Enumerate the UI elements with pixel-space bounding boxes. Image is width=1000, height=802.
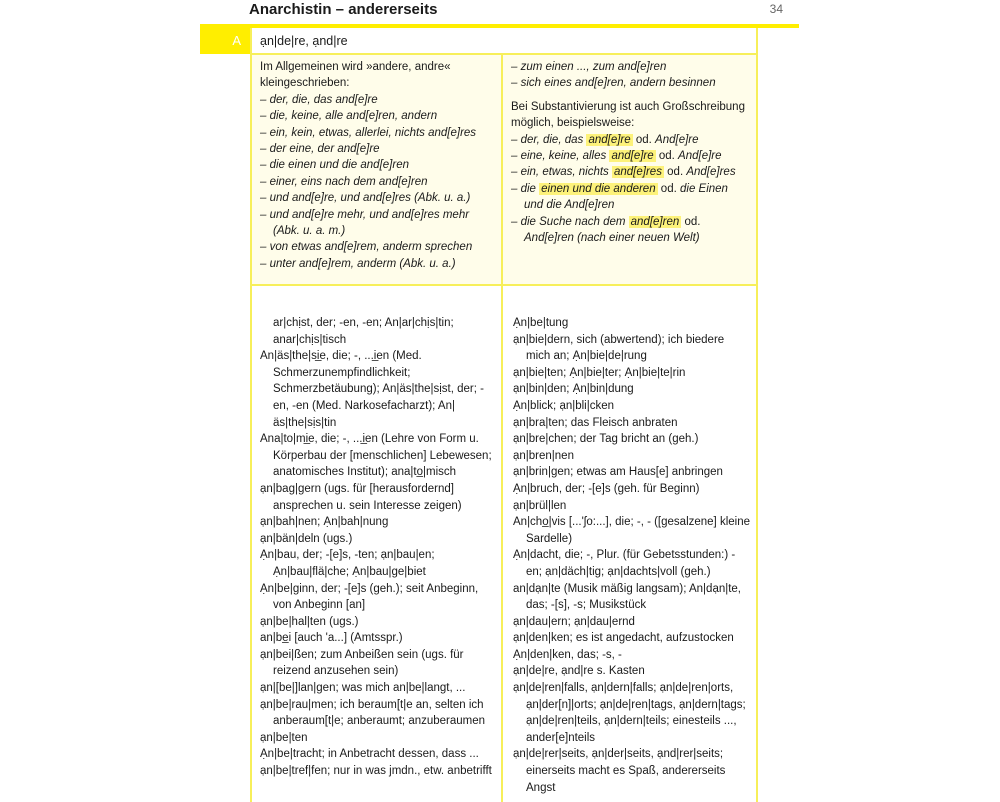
item-prefix: – der, die, das [511,133,587,146]
item-or: od. [663,166,687,179]
page-number: 34 [769,2,783,16]
usage-item: – der, die, das and[e]re [260,93,378,106]
capitalization-item [511,148,748,164]
dictionary-entry: Ana|to|mi̲e, die; -, ...i̲en (Lehre von Form u. Körperbau der [menschlichen] Lebewesen; anatomisches Institut); ana|to̲|misch [260,433,492,479]
page-header [249,0,789,22]
capitalization-item [511,164,748,180]
dictionary-entry: ạn|de|rer|seits, ạn|der|seits, ạnd|rer|seits; einerseits macht es Spaß, andererseits Angst [513,748,726,794]
capitalization-item [511,181,748,214]
dictionary-entry: ạn|bei|ßen; zum Anbeißen sein (ugs. für reizend anzusehen sein) [260,648,464,678]
usage-item: – die einen und die and[e]ren [260,159,409,172]
item-or: od. [657,182,680,195]
info-box-note: Bei Substantivierung ist auch Großschreibung möglich, beispielsweise: [511,100,745,130]
dictionary-entry: An|cho̲|vis [...'ʃo:...], die; -, - ([gesalzene] kleine Sardelle) [513,516,750,545]
item-prefix: – ein, etwas, nichts [511,166,612,179]
dictionary-entry: ạn|brül|len [513,499,567,512]
highlighted-term: and[e]ren [630,215,680,228]
dictionary-entry: ạn|brin|gen; etwas am Haus[e] anbringen [513,466,723,479]
dictionary-entry: Ạn|dacht, die; -, Plur. (für Gebetsstunden:) -en; ạn|däch|tig; ạn|dachts|voll (geh.) [513,549,736,578]
usage-item: – ein, kein, etwas, allerlei, nichts and[e]res [260,126,477,139]
item-alternative: And[e]res [686,166,736,179]
dictionary-entry: ạn|bie|ten; Ạn|bie|ter; Ạn|bie|te|rin [513,366,686,379]
highlighted-term: and[e]res [614,166,662,179]
dictionary-entry: Ạn|be|ginn, der; -[e]s (geh.); seit Anbeginn, von Anbeginn [an] [260,582,479,612]
usage-item: – der eine, der and[e]re [260,143,380,156]
dictionary-entry: ạn|bän|deln (ugs.) [260,532,353,545]
dictionary-entry: ạn|bre|chen; der Tag bricht an (geh.) [513,433,699,446]
dictionary-entry: ạn|bag|gern (ugs. für [herausfordernd] ansprechen u. sein Interesse zeigen) [260,482,462,512]
dictionary-entry: an|be̲i [auch 'a...] (Amtsspr.) [260,632,403,645]
dictionary-entry: Ạn|blick; ạn|bli|cken [513,399,615,412]
dictionary-entry: ạn|bah|nen; Ạn|bah|nung [260,516,389,529]
dictionary-entry: ạn|den|ken; es ist angedacht, aufzustocken [513,632,734,645]
item-alternative: And[e]ren (nach einer neuen Welt) [524,232,700,245]
dictionary-entry: ạn|be|tref|fen; nur in was jmdn., etw. anbetrifft [260,765,492,778]
item-alternative: And[e]re [655,133,699,146]
usage-item: – zum einen ..., zum and[e]ren [511,61,667,73]
dictionary-entry: ạn|be|ten [260,731,308,744]
usage-item: – die, keine, alle and[e]ren, andern [260,110,438,123]
usage-item: – unter and[e]rem, anderm (Abk. u. a.) [260,257,456,270]
page-title: Anarchistin – andererseits [249,1,438,18]
dictionary-entry: ạn|de|ren|falls, ạn|dern|falls; ạn|de|ren|orts, ạn|der[n]|orts; ạn|de|ren|tags, ạn|dern|tags; ạn|de|ren|teils, ạn|dern|teils; einesteils ..., ander[e]nteils [513,682,746,744]
usage-item: – und and[e]re, und and[e]res (Abk. u. a.) [260,192,471,205]
info-box-intro: Im Allgemeinen wird »andere, andre« kleingeschrieben: [260,61,451,90]
dictionary-entry: ạn|bren|nen [513,449,574,462]
info-box-body [252,55,756,284]
capitalization-item [511,132,748,148]
dictionary-entry: ạn|bie|dern, sich (abwertend); ich biedere mich an; Ạn|bie|de|rung [513,333,725,363]
dictionary-entries [250,284,758,802]
dictionary-entry: ar|chịst, der; -en, -en; An|ar|chịs|tin; anar|chịs|tisch [273,317,454,346]
dictionary-entry: an|dạn|te (Musik mäßig langsam); An|dạn|te, das; -[s], -s; Musikstück [513,582,742,612]
item-prefix: – die [511,182,540,195]
info-box [250,28,758,286]
info-box-headword: ạn|de|re, ạnd|re [252,28,756,55]
highlighted-term: and[e]re [588,133,631,146]
dictionary-entry: ạn|bin|den; Ạn|bin|dung [513,383,634,396]
letter-tab [200,28,250,54]
usage-item: – und and[e]re mehr, und and[e]res mehr (Abk. u. a. m.) [260,208,470,238]
dictionary-entry: ạn|dau|ern; ạn|dau|ernd [513,615,635,628]
dictionary-entry: ạn|be|hal|ten (ugs.) [260,615,359,628]
item-or: od. [655,150,679,163]
item-or: od. [681,215,701,228]
item-or: od. [632,133,656,146]
dictionary-entry: Ạn|den|ken, das; -s, - [513,648,622,661]
entries-left-column [252,286,503,802]
entries-right-column [503,286,756,802]
item-prefix: – die Suche nach dem [511,215,629,228]
info-box-left-column [252,55,503,284]
dictionary-entry: ạn|de|re, ạnd|re s. Kasten [513,665,645,678]
dictionary-entry: Ạn|be|tracht; in Anbetracht dessen, dass ... [260,748,479,761]
usage-item: – sich eines and[e]ren, andern besinnen [511,77,716,90]
info-box-right-column [503,55,756,284]
item-alternative: die Einen und die And[e]ren [524,182,728,212]
item-alternative: And[e]re [678,150,722,163]
dictionary-entry: An|äs|the|si̲e, die; -, ...i̲en (Med. Schmerzunempfindlichkeit; Schmerzbetäubung); An|äs|the|sịst, der; -en, -en (Med. Narkosefacharzt); An|äs|the|sịs|tin [260,350,484,429]
dictionary-entry: ạn|[be|]lan|gen; was mich an|be|langt, ... [260,682,466,695]
dictionary-entry: ạn|bra|ten; das Fleisch anbraten [513,416,678,429]
capitalization-item [511,214,748,247]
dictionary-entry: Ạn|bruch, der; -[e]s (geh. für Beginn) [513,482,700,495]
highlighted-term: einen und die anderen [541,182,656,195]
usage-item: – einer, eins nach dem and[e]ren [260,175,428,188]
item-prefix: – eine, keine, alles [511,150,610,163]
dictionary-entry: ạn|be|rau|men; ich beraum[t|e an, selten ich anberaum[t|e; anberaumt; anzuberaumen [260,698,486,728]
highlighted-term: and[e]re [611,150,654,163]
usage-item: – von etwas and[e]rem, anderm sprechen [260,241,473,254]
dictionary-entry: Ạn|bau, der; -[e]s, -ten; ạn|bau|en; Ạn|bau|flä|che; Ạn|bau|ge|biet [260,549,435,578]
letter-tab-label: A [232,33,241,48]
dictionary-entry: Ạn|be|tung [513,317,569,329]
